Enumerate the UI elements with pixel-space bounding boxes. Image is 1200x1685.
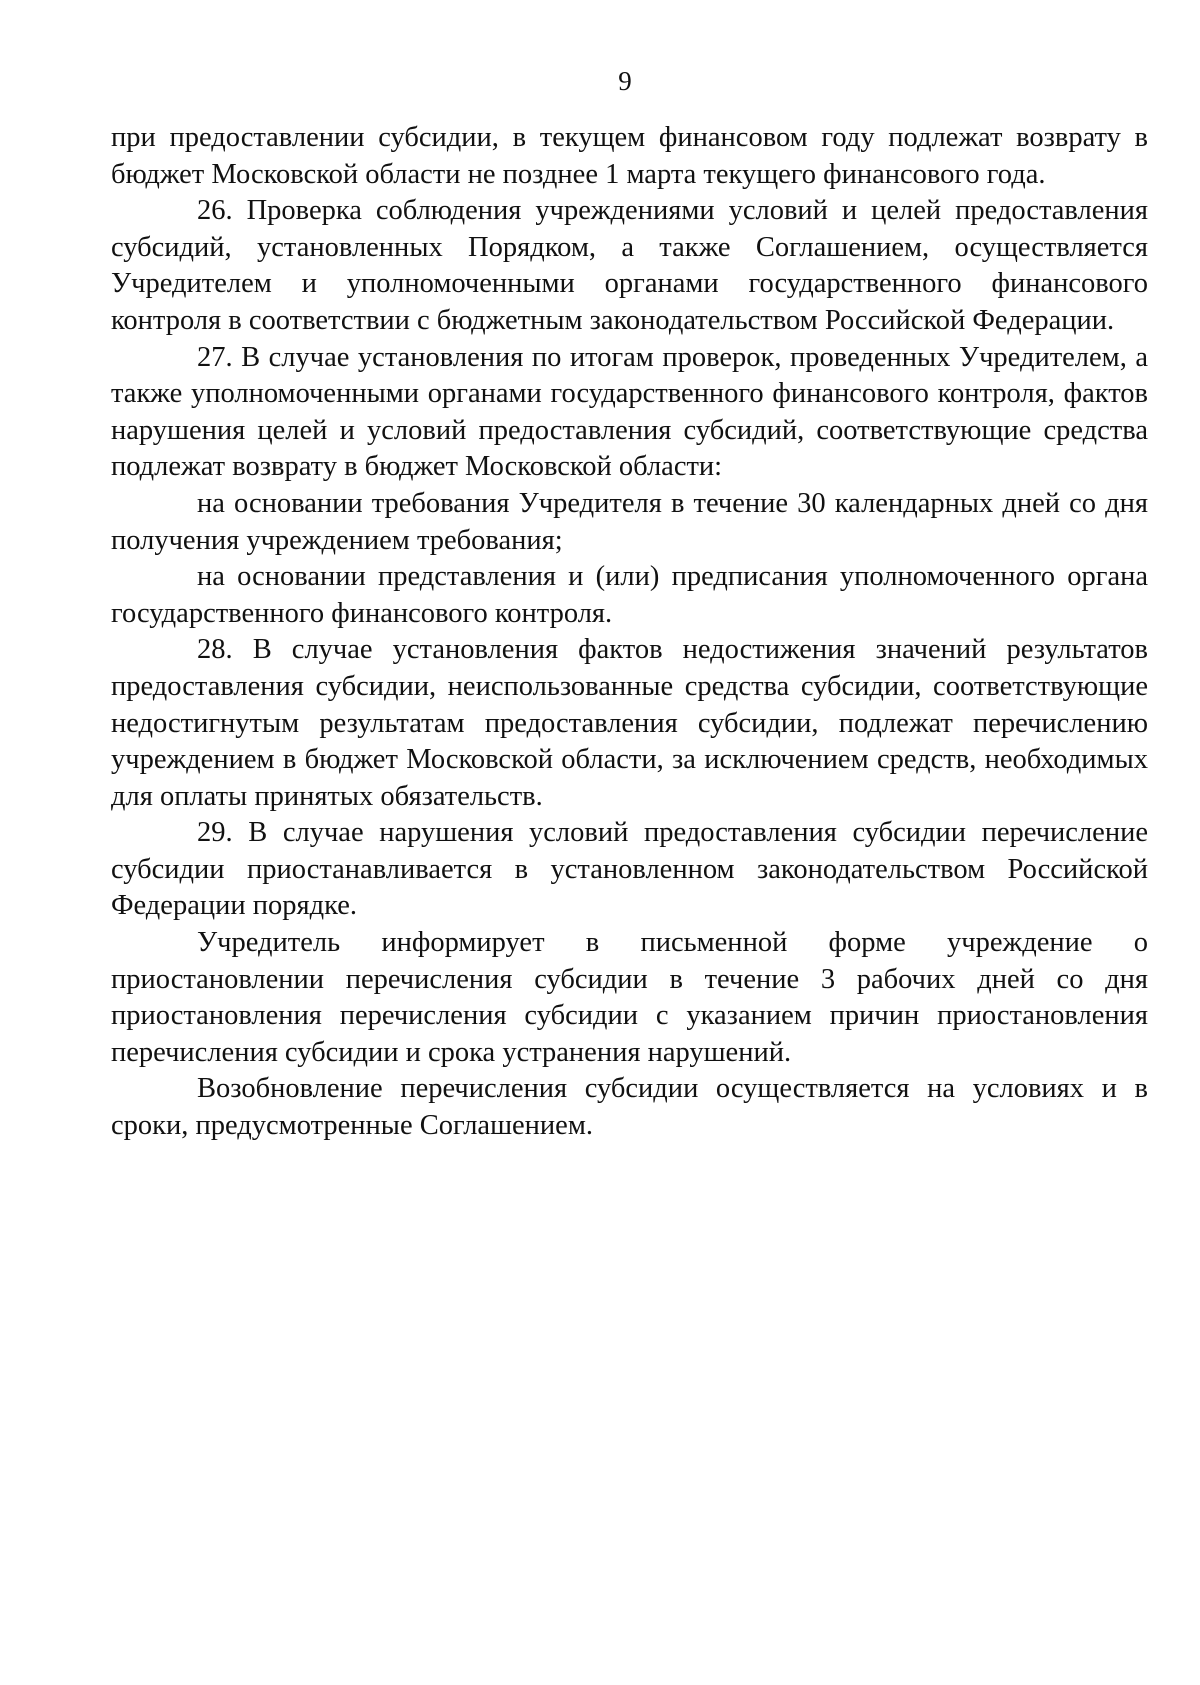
document-body [111,120,1148,1145]
paragraph-26: 26. Проверка соблюдения учреждениями условий и целей предоставления субсидий, установленных Порядком, а также Соглашением, осуществляется Учредителем и уполномоченными органами государственного финансового контроля в соответствии с бюджетным законодательством Российской Федерации. [111,195,1148,336]
paragraph-continuation: при предоставлении субсидии, в текущем финансовом году подлежат возврату в бюджет Московской области не позднее 1 марта текущего финансового года. [111,122,1148,190]
page-number: 9 [618,66,632,96]
paragraph-29-notification: Учредитель информирует в письменной форме учреждение о приостановлении перечисления субсидии в течение 3 рабочих дней со дня приостановления перечисления субсидии с указанием причин приостановления перечисления субсидии и срока устранения нарушений. [111,927,1148,1068]
paragraph-27-item-demand: на основании требования Учредителя в течение 30 календарных дней со дня получения учреждением требования; [111,487,1148,556]
paragraph-28: 28. В случае установления фактов недостижения значений результатов предоставления субсидии, неиспользованные средства субсидии, соответствующие недостигнутым результатам предоставления субсидии, подлежат перечислению учреждением в бюджет Московской области, за исключением средств, необходимых для оплаты принятых обязательств. [111,634,1148,812]
paragraph-29: 29. В случае нарушения условий предоставления субсидии перечисление субсидии приостанавливается в установленном законодательством Российской Федерации порядке. [111,817,1148,922]
paragraph-27-item-order: на основании представления и (или) предписания уполномоченного органа государственного финансового контроля. [111,561,1148,629]
paragraph-29-resumption: Возобновление перечисления субсидии осуществляется на условиях и в сроки, предусмотренные Соглашением. [111,1073,1148,1142]
paragraph-27: 27. В случае установления по итогам проверок, проведенных Учредителем, а также уполномоченными органами государственного финансового контроля, фактов нарушения целей и условий предоставления субсидий, соответствующие средства подлежат возврату в бюджет Московской области: [111,341,1148,483]
